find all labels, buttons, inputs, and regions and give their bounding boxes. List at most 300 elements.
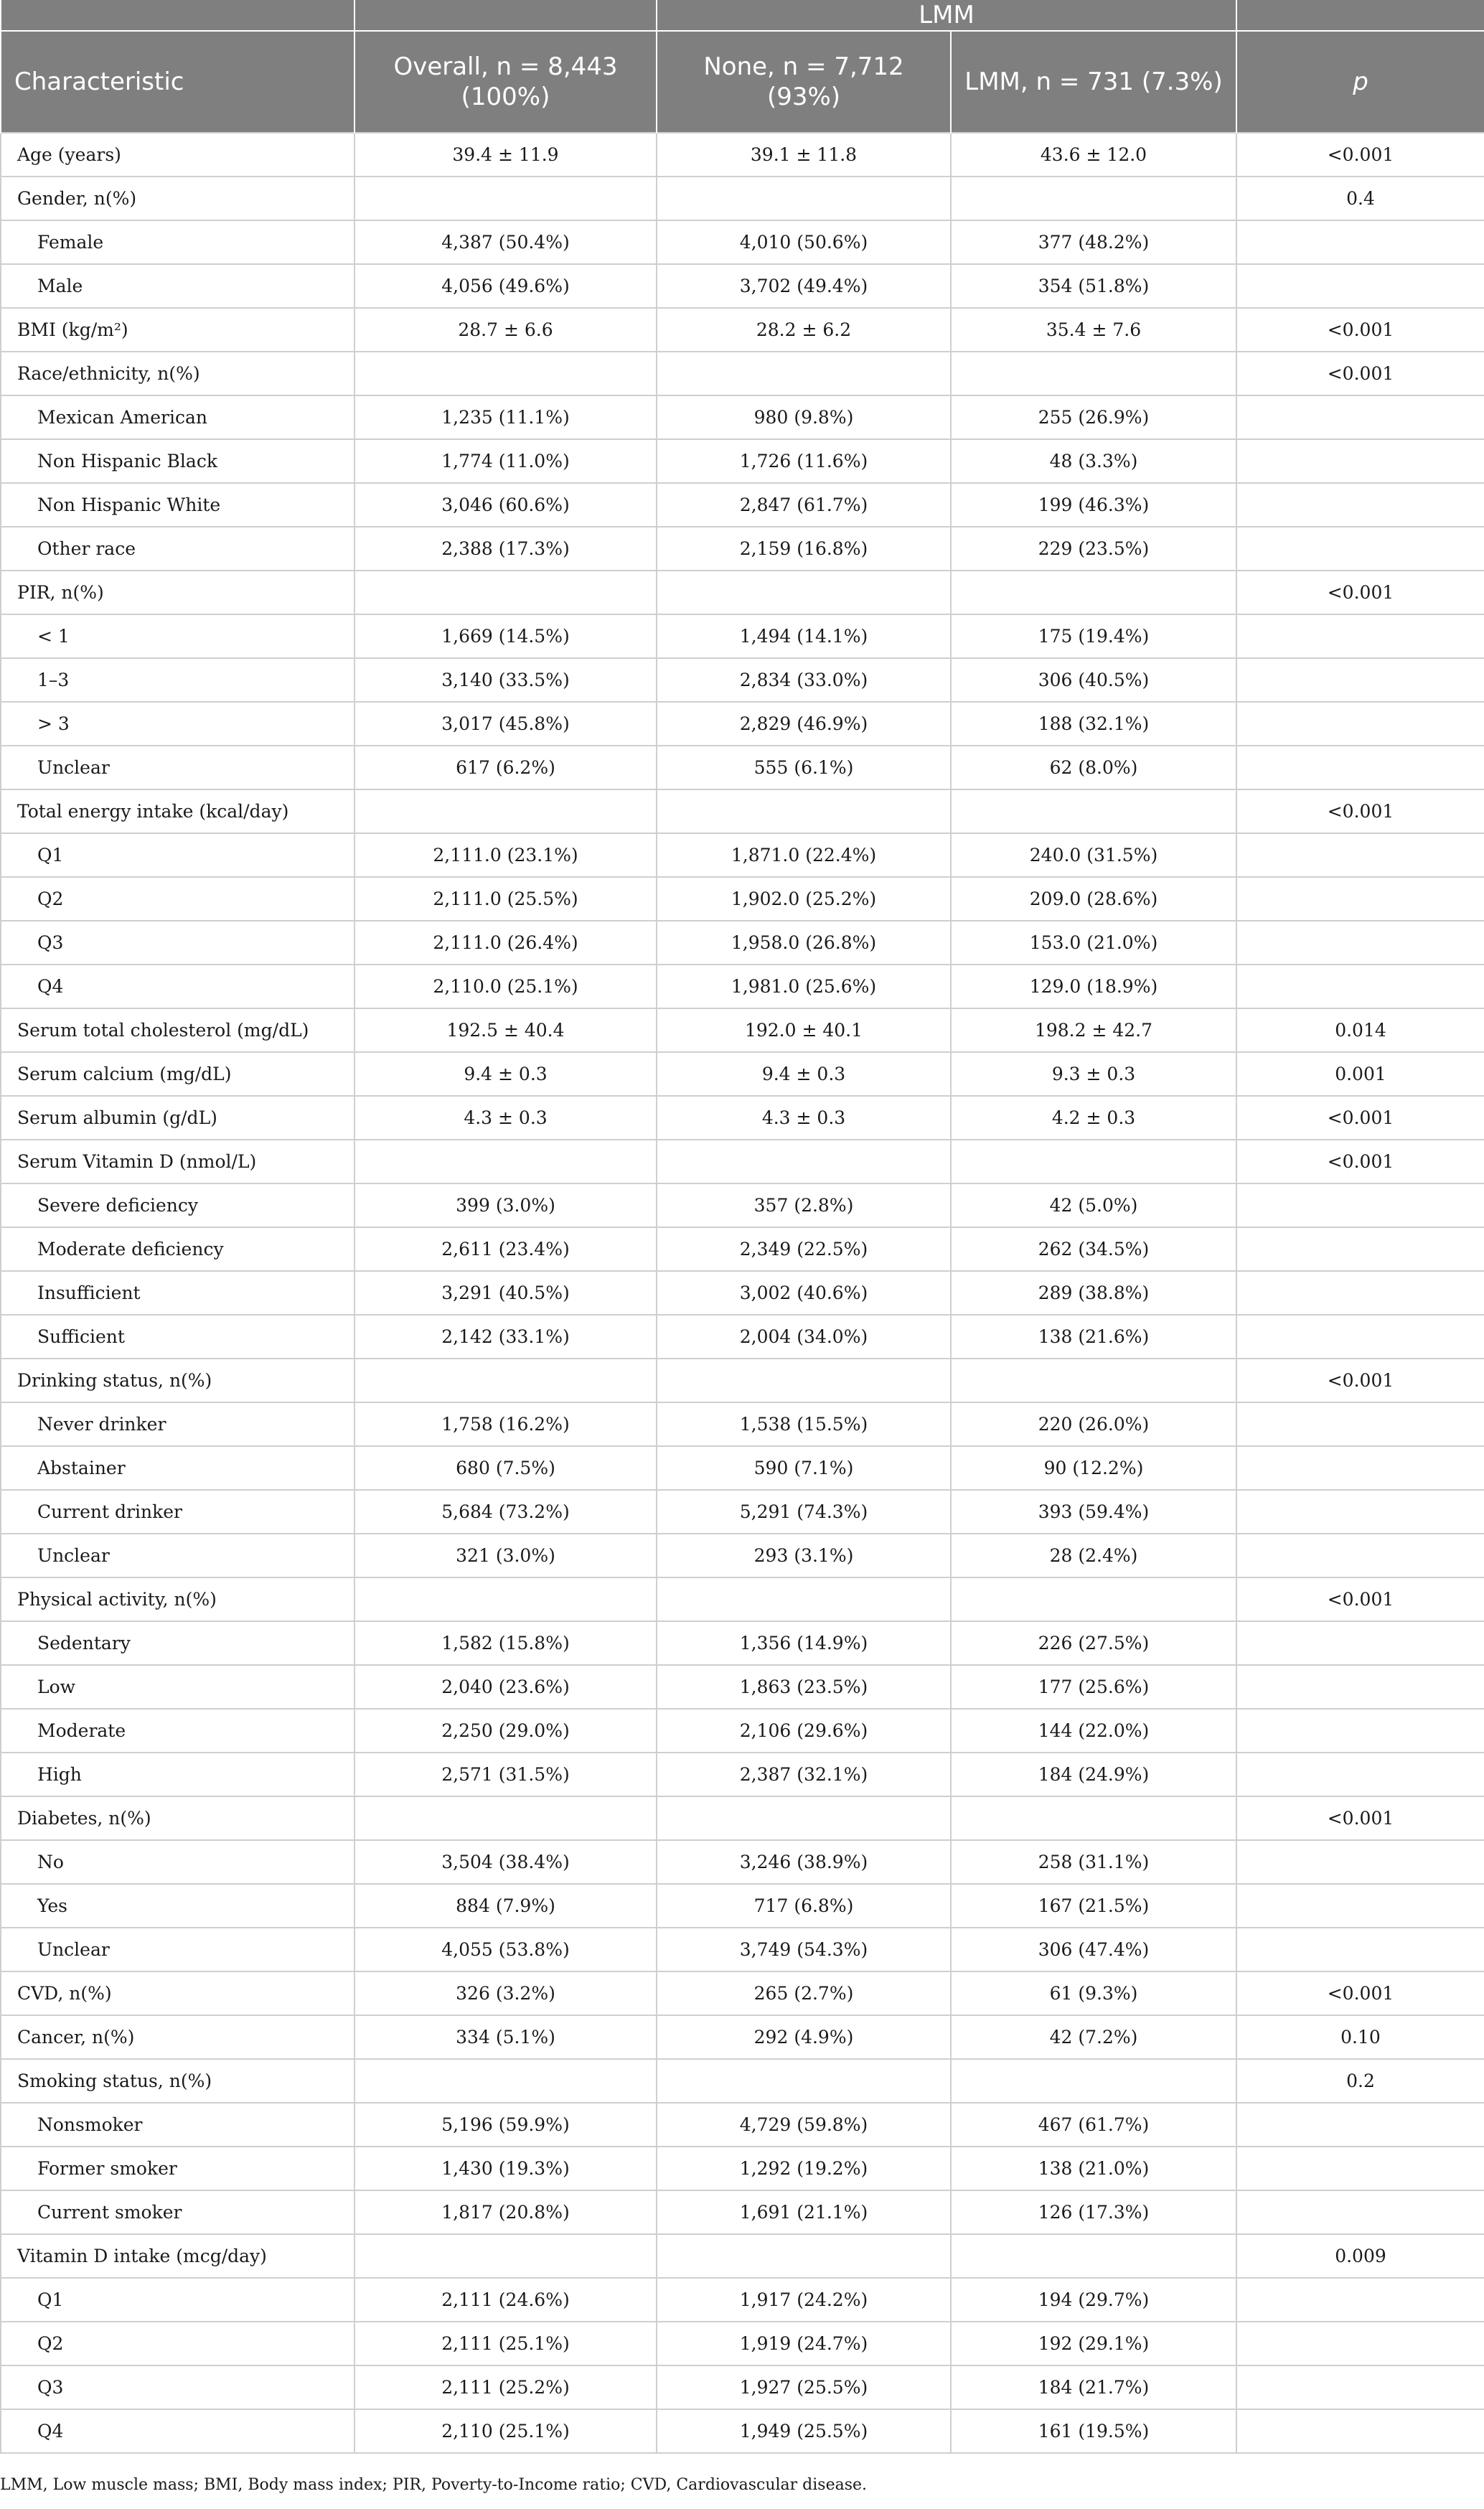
p-value-cell [1236,439,1484,483]
overall-cell: 2,611 (23.4%) [354,1227,657,1271]
none-cell: 1,902.0 (25.2%) [657,877,951,921]
table-row [1,483,1484,527]
p-value-cell [1236,2409,1484,2453]
row-label: Q1 [1,2278,354,2322]
none-cell [657,1359,951,1402]
overall-cell: 334 (5.1%) [354,2015,657,2059]
p-value-cell [1236,1621,1484,1665]
lmm-cell: 188 (32.1%) [951,702,1236,746]
row-label: Current drinker [1,1490,354,1534]
lmm-cell [951,1796,1236,1840]
p-value-cell: 0.001 [1236,1052,1484,1096]
none-cell: 2,106 (29.6%) [657,1709,951,1753]
overall-cell: 4,056 (49.6%) [354,264,657,308]
table-row [1,2190,1484,2234]
p-value-cell: <0.001 [1236,789,1484,833]
lmm-cell: 138 (21.0%) [951,2147,1236,2190]
row-label: Q3 [1,921,354,965]
overall-cell: 3,140 (33.5%) [354,658,657,702]
lmm-cell: 153.0 (21.0%) [951,921,1236,965]
table-row [1,877,1484,921]
table-row [1,352,1484,395]
none-cell: 1,292 (19.2%) [657,2147,951,2190]
p-value-cell [1236,746,1484,789]
none-cell: 2,387 (32.1%) [657,1753,951,1796]
lmm-cell: 354 (51.8%) [951,264,1236,308]
row-label: No [1,1840,354,1884]
p-value-cell [1236,1665,1484,1709]
table-row [1,1271,1484,1315]
row-label: BMI (kg/m²) [1,308,354,352]
overall-cell [354,571,657,614]
table-row [1,1796,1484,1840]
none-cell [657,2059,951,2103]
table-row [1,658,1484,702]
table-row [1,2015,1484,2059]
lmm-cell: 289 (38.8%) [951,1271,1236,1315]
overall-cell: 2,250 (29.0%) [354,1709,657,1753]
p-value-cell [1236,1183,1484,1227]
row-label: Vitamin D intake (mcg/day) [1,2234,354,2278]
p-value-cell [1236,2147,1484,2190]
none-cell [657,2234,951,2278]
p-value-cell [1236,264,1484,308]
table-row [1,527,1484,571]
table-row [1,1315,1484,1359]
overall-cell: 2,111.0 (23.1%) [354,833,657,877]
none-cell: 1,863 (23.5%) [657,1665,951,1709]
none-cell: 1,494 (14.1%) [657,614,951,658]
row-label: Never drinker [1,1402,354,1446]
overall-cell: 884 (7.9%) [354,1884,657,1928]
lmm-cell: 28 (2.4%) [951,1534,1236,1577]
none-cell: 39.1 ± 11.8 [657,133,951,177]
none-cell: 357 (2.8%) [657,1183,951,1227]
table-row [1,614,1484,658]
lmm-cell: 9.3 ± 0.3 [951,1052,1236,1096]
none-cell: 293 (3.1%) [657,1534,951,1577]
p-value-cell: <0.001 [1236,1096,1484,1140]
p-value-cell [1236,483,1484,527]
row-label: Diabetes, n(%) [1,1796,354,1840]
overall-cell: 3,046 (60.6%) [354,483,657,527]
none-cell: 1,356 (14.9%) [657,1621,951,1665]
row-label: Gender, n(%) [1,177,354,220]
row-label: Unclear [1,1534,354,1577]
table-row [1,2059,1484,2103]
overall-cell: 2,571 (31.5%) [354,1753,657,1796]
p-value-cell: 0.4 [1236,177,1484,220]
table-row [1,264,1484,308]
none-cell: 1,871.0 (22.4%) [657,833,951,877]
p-value-cell [1236,965,1484,1008]
none-cell: 2,159 (16.8%) [657,527,951,571]
p-value-cell [1236,614,1484,658]
row-label: Moderate deficiency [1,1227,354,1271]
row-label: 1–3 [1,658,354,702]
lmm-cell: 62 (8.0%) [951,746,1236,789]
p-value-cell [1236,1709,1484,1753]
p-value-cell [1236,658,1484,702]
p-value-cell [1236,1490,1484,1534]
overall-cell [354,177,657,220]
table-row [1,1359,1484,1402]
lmm-cell: 220 (26.0%) [951,1402,1236,1446]
row-label: Severe deficiency [1,1183,354,1227]
none-cell: 2,349 (22.5%) [657,1227,951,1271]
p-value-cell [1236,1446,1484,1490]
row-label: PIR, n(%) [1,571,354,614]
overall-cell: 5,684 (73.2%) [354,1490,657,1534]
row-label: Q1 [1,833,354,877]
row-label: High [1,1753,354,1796]
none-cell [657,177,951,220]
table-row [1,1490,1484,1534]
lmm-cell: 194 (29.7%) [951,2278,1236,2322]
none-header: None, n = 7,712 (93%) [657,31,951,133]
lmm-cell [951,1359,1236,1402]
lmm-cell: 177 (25.6%) [951,1665,1236,1709]
none-cell: 3,246 (38.9%) [657,1840,951,1884]
overall-cell: 2,040 (23.6%) [354,1665,657,1709]
none-cell: 2,834 (33.0%) [657,658,951,702]
table-row [1,2278,1484,2322]
none-cell: 3,749 (54.3%) [657,1928,951,1971]
table-row [1,1621,1484,1665]
row-label: Physical activity, n(%) [1,1577,354,1621]
none-cell: 1,726 (11.6%) [657,439,951,483]
table-row [1,789,1484,833]
none-cell: 9.4 ± 0.3 [657,1052,951,1096]
overall-cell [354,2059,657,2103]
table-row [1,1709,1484,1753]
p-value-cell: <0.001 [1236,1971,1484,2015]
lmm-cell: 42 (7.2%) [951,2015,1236,2059]
row-label: Unclear [1,746,354,789]
table-row [1,1577,1484,1621]
table-row [1,1665,1484,1709]
table-row [1,133,1484,177]
overall-cell: 9.4 ± 0.3 [354,1052,657,1096]
row-label: Current smoker [1,2190,354,2234]
lmm-cell: 167 (21.5%) [951,1884,1236,1928]
none-cell [657,1140,951,1183]
lmm-cell: 4.2 ± 0.3 [951,1096,1236,1140]
row-label: Race/ethnicity, n(%) [1,352,354,395]
none-cell: 192.0 ± 40.1 [657,1008,951,1052]
lmm-cell: 48 (3.3%) [951,439,1236,483]
overall-cell: 617 (6.2%) [354,746,657,789]
lmm-cell: 306 (47.4%) [951,1928,1236,1971]
row-label: Other race [1,527,354,571]
none-cell: 717 (6.8%) [657,1884,951,1928]
none-cell: 1,949 (25.5%) [657,2409,951,2453]
lmm-cell: 306 (40.5%) [951,658,1236,702]
row-label: Abstainer [1,1446,354,1490]
p-value-cell [1236,921,1484,965]
row-label: Drinking status, n(%) [1,1359,354,1402]
p-value-cell [1236,1315,1484,1359]
p-value-cell: <0.001 [1236,1140,1484,1183]
row-label: Nonsmoker [1,2103,354,2147]
overall-cell: 2,111.0 (26.4%) [354,921,657,965]
lmm-cell [951,789,1236,833]
lmm-cell: 258 (31.1%) [951,1840,1236,1884]
p-value-cell: 0.014 [1236,1008,1484,1052]
row-label: < 1 [1,614,354,658]
lmm-cell: 42 (5.0%) [951,1183,1236,1227]
table-row [1,2409,1484,2453]
p-value-cell [1236,1928,1484,1971]
overall-cell: 399 (3.0%) [354,1183,657,1227]
table-row [1,1402,1484,1446]
overall-cell: 3,504 (38.4%) [354,1840,657,1884]
row-label: Low [1,1665,354,1709]
overall-cell: 326 (3.2%) [354,1971,657,2015]
row-label: Age (years) [1,133,354,177]
overall-cell [354,1140,657,1183]
none-cell: 4.3 ± 0.3 [657,1096,951,1140]
p-value-cell: 0.10 [1236,2015,1484,2059]
lmm-cell: 184 (21.7%) [951,2365,1236,2409]
table-row [1,2147,1484,2190]
overall-cell: 39.4 ± 11.9 [354,133,657,177]
lmm-header: LMM, n = 731 (7.3%) [951,31,1236,133]
overall-cell: 4.3 ± 0.3 [354,1096,657,1140]
table-row [1,746,1484,789]
table-row [1,1928,1484,1971]
overall-cell: 1,774 (11.0%) [354,439,657,483]
lmm-cell [951,1577,1236,1621]
overall-cell: 2,111 (24.6%) [354,2278,657,2322]
table-row [1,921,1484,965]
header-spacer [1,0,354,31]
row-label: Q2 [1,2322,354,2365]
table-row [1,1446,1484,1490]
p-value-cell [1236,1840,1484,1884]
p-value-header: p [1236,31,1484,133]
row-label: Q2 [1,877,354,921]
row-label: Sufficient [1,1315,354,1359]
overall-cell: 2,110 (25.1%) [354,2409,657,2453]
table-row [1,395,1484,439]
lmm-cell [951,2059,1236,2103]
none-cell: 2,829 (46.9%) [657,702,951,746]
p-value-cell [1236,1753,1484,1796]
row-label: Serum Vitamin D (nmol/L) [1,1140,354,1183]
table-row [1,1140,1484,1183]
lmm-cell: 393 (59.4%) [951,1490,1236,1534]
table-row [1,1096,1484,1140]
none-cell: 292 (4.9%) [657,2015,951,2059]
overall-cell [354,352,657,395]
lmm-cell: 129.0 (18.9%) [951,965,1236,1008]
lmm-cell: 209.0 (28.6%) [951,877,1236,921]
lmm-cell: 90 (12.2%) [951,1446,1236,1490]
overall-cell: 2,111 (25.2%) [354,2365,657,2409]
table-row [1,2234,1484,2278]
p-value-cell [1236,877,1484,921]
none-cell: 3,002 (40.6%) [657,1271,951,1315]
overall-cell: 680 (7.5%) [354,1446,657,1490]
p-value-cell: 0.2 [1236,2059,1484,2103]
table-row [1,1052,1484,1096]
p-value-cell: <0.001 [1236,308,1484,352]
overall-cell: 192.5 ± 40.4 [354,1008,657,1052]
row-label: Total energy intake (kcal/day) [1,789,354,833]
table-row [1,2322,1484,2365]
row-label: Non Hispanic Black [1,439,354,483]
p-value-cell [1236,2322,1484,2365]
none-cell: 1,981.0 (25.6%) [657,965,951,1008]
row-label: Serum total cholesterol (mg/dL) [1,1008,354,1052]
overall-header: Overall, n = 8,443 (100%) [354,31,657,133]
overall-cell: 4,055 (53.8%) [354,1928,657,1971]
row-label: Mexican American [1,395,354,439]
table-row [1,702,1484,746]
p-value-cell [1236,395,1484,439]
row-label: Q4 [1,2409,354,2453]
none-cell [657,571,951,614]
characteristic-header: Characteristic [1,31,354,133]
row-label: Cancer, n(%) [1,2015,354,2059]
row-label: Yes [1,1884,354,1928]
lmm-cell: 175 (19.4%) [951,614,1236,658]
lmm-cell: 255 (26.9%) [951,395,1236,439]
none-cell: 28.2 ± 6.2 [657,308,951,352]
row-label: Q3 [1,2365,354,2409]
none-cell [657,1796,951,1840]
row-label: Unclear [1,1928,354,1971]
none-cell: 265 (2.7%) [657,1971,951,2015]
none-cell: 1,919 (24.7%) [657,2322,951,2365]
row-label: Serum albumin (g/dL) [1,1096,354,1140]
none-cell: 1,538 (15.5%) [657,1402,951,1446]
header-spacer [354,0,657,31]
none-cell: 1,917 (24.2%) [657,2278,951,2322]
lmm-cell [951,177,1236,220]
overall-cell [354,789,657,833]
none-cell: 980 (9.8%) [657,395,951,439]
overall-cell: 2,388 (17.3%) [354,527,657,571]
row-label: > 3 [1,702,354,746]
p-value-cell [1236,833,1484,877]
lmm-cell: 229 (23.5%) [951,527,1236,571]
p-value-cell: <0.001 [1236,571,1484,614]
overall-cell: 3,291 (40.5%) [354,1271,657,1315]
table-footnote: LMM, Low muscle mass; BMI, Body mass index; PIR, Poverty-to-Income ratio; CVD, Cardiovascular disease. [0,2476,868,2494]
lmm-cell [951,571,1236,614]
overall-cell: 321 (3.0%) [354,1534,657,1577]
overall-cell: 1,669 (14.5%) [354,614,657,658]
lmm-cell: 35.4 ± 7.6 [951,308,1236,352]
row-label: CVD, n(%) [1,1971,354,2015]
table-row [1,1884,1484,1928]
p-value-cell [1236,1227,1484,1271]
lmm-cell: 138 (21.6%) [951,1315,1236,1359]
none-cell: 5,291 (74.3%) [657,1490,951,1534]
lmm-cell: 43.6 ± 12.0 [951,133,1236,177]
overall-cell: 4,387 (50.4%) [354,220,657,264]
p-value-cell [1236,220,1484,264]
row-label: Male [1,264,354,308]
overall-cell: 2,111 (25.1%) [354,2322,657,2365]
none-cell: 590 (7.1%) [657,1446,951,1490]
lmm-cell: 192 (29.1%) [951,2322,1236,2365]
overall-cell [354,1359,657,1402]
p-value-cell: <0.001 [1236,1577,1484,1621]
row-label: Non Hispanic White [1,483,354,527]
p-value-cell [1236,702,1484,746]
none-cell: 2,004 (34.0%) [657,1315,951,1359]
overall-cell [354,1796,657,1840]
overall-cell: 1,430 (19.3%) [354,2147,657,2190]
none-cell: 1,958.0 (26.8%) [657,921,951,965]
lmm-cell: 262 (34.5%) [951,1227,1236,1271]
p-value-cell [1236,2365,1484,2409]
overall-cell: 2,111.0 (25.5%) [354,877,657,921]
overall-cell: 3,017 (45.8%) [354,702,657,746]
p-value-cell: 0.009 [1236,2234,1484,2278]
table-row [1,571,1484,614]
row-label: Female [1,220,354,264]
lmm-cell [951,1140,1236,1183]
table-row [1,833,1484,877]
p-value-cell: <0.001 [1236,352,1484,395]
p-value-cell: <0.001 [1236,133,1484,177]
p-value-cell: <0.001 [1236,1796,1484,1840]
lmm-cell: 144 (22.0%) [951,1709,1236,1753]
lmm-cell: 226 (27.5%) [951,1621,1236,1665]
overall-cell: 5,196 (59.9%) [354,2103,657,2147]
none-cell [657,789,951,833]
table-row [1,1534,1484,1577]
p-value-cell [1236,1402,1484,1446]
none-cell: 1,691 (21.1%) [657,2190,951,2234]
lmm-cell: 199 (46.3%) [951,483,1236,527]
overall-cell: 1,758 (16.2%) [354,1402,657,1446]
overall-cell: 2,142 (33.1%) [354,1315,657,1359]
lmm-cell: 61 (9.3%) [951,1971,1236,2015]
row-label: Smoking status, n(%) [1,2059,354,2103]
table-row [1,2103,1484,2147]
p-value-cell: <0.001 [1236,1359,1484,1402]
overall-cell: 1,817 (20.8%) [354,2190,657,2234]
table-row [1,1183,1484,1227]
p-value-cell [1236,2278,1484,2322]
none-cell: 4,010 (50.6%) [657,220,951,264]
table-row [1,1971,1484,2015]
none-cell [657,1577,951,1621]
table-row [1,1227,1484,1271]
lmm-cell [951,352,1236,395]
none-cell [657,352,951,395]
overall-cell [354,2234,657,2278]
lmm-cell: 198.2 ± 42.7 [951,1008,1236,1052]
lmm-cell: 467 (61.7%) [951,2103,1236,2147]
p-value-cell [1236,2190,1484,2234]
table-row [1,177,1484,220]
lmm-cell: 377 (48.2%) [951,220,1236,264]
table-row [1,220,1484,264]
overall-cell: 28.7 ± 6.6 [354,308,657,352]
lmm-cell: 161 (19.5%) [951,2409,1236,2453]
table-row [1,1008,1484,1052]
p-value-cell [1236,1884,1484,1928]
overall-cell [354,1577,657,1621]
row-label: Moderate [1,1709,354,1753]
lmm-cell [951,2234,1236,2278]
